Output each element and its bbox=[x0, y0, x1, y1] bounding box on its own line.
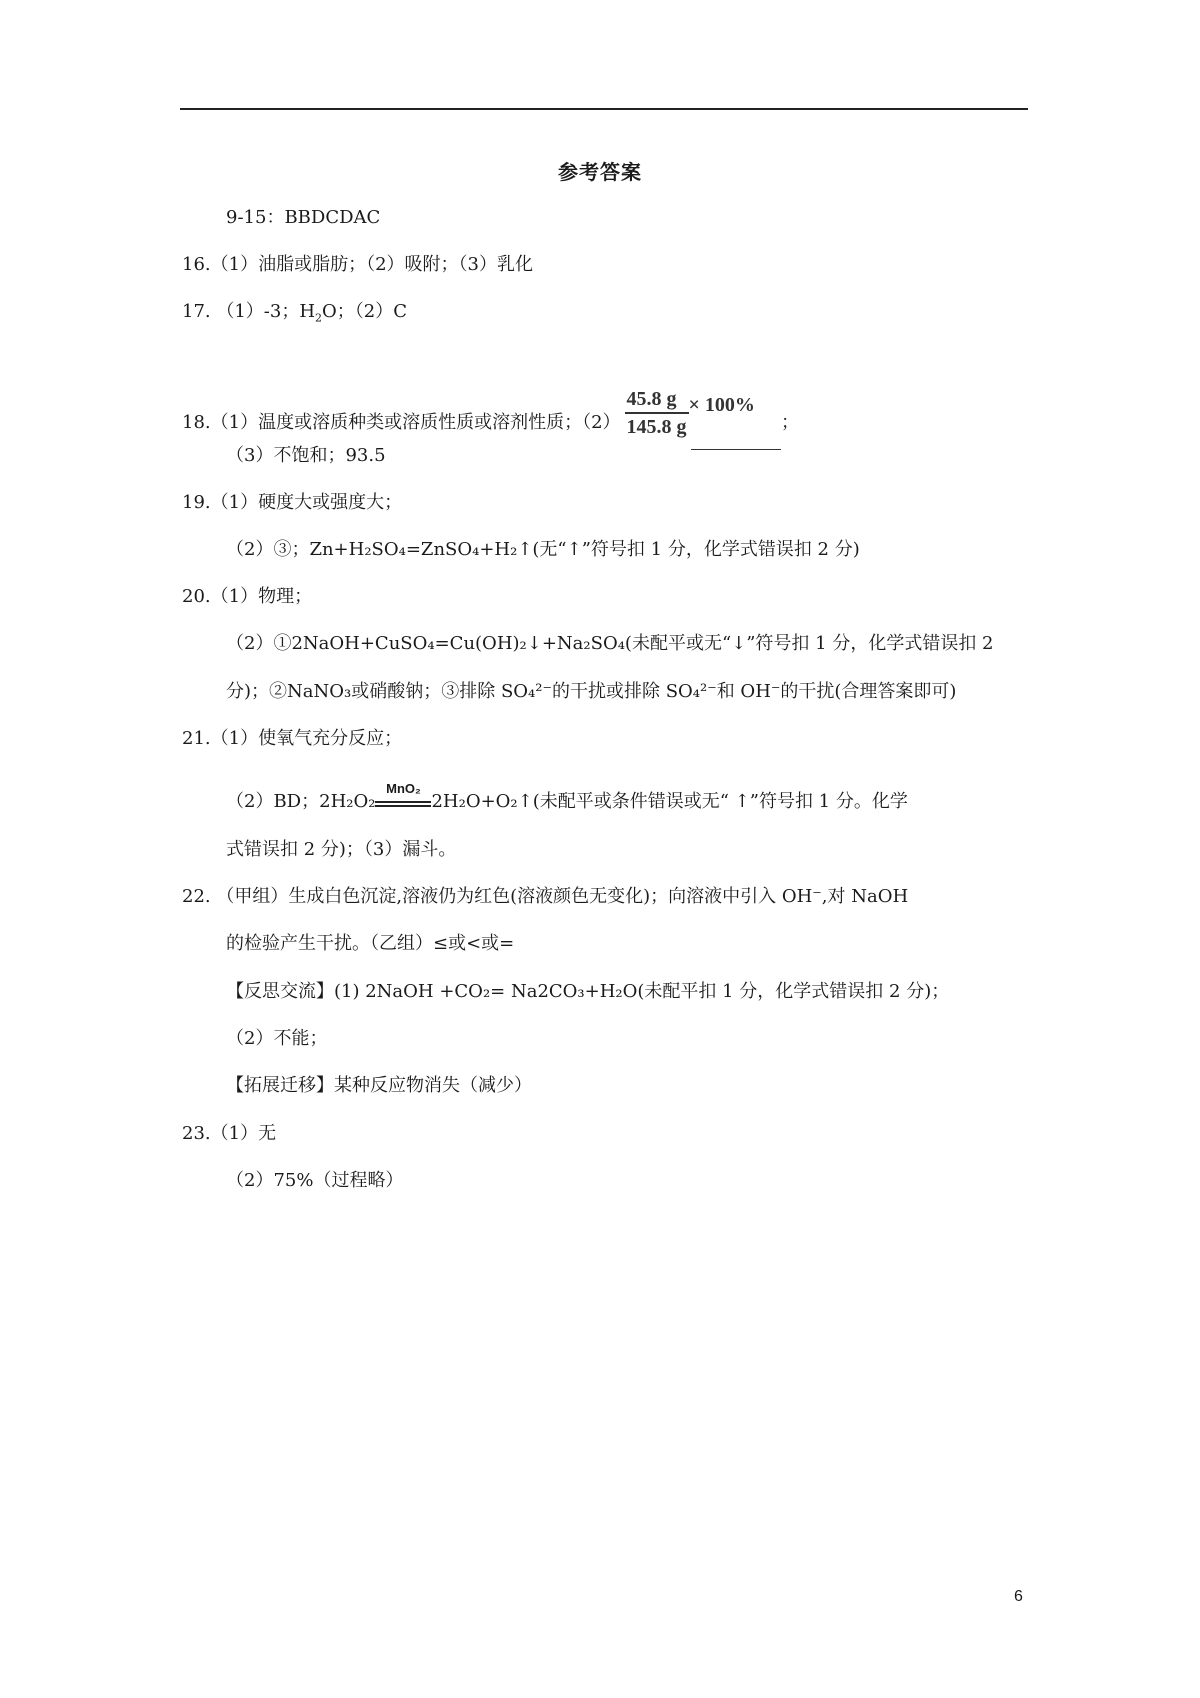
answer-18-end: ； bbox=[780, 412, 799, 433]
reaction-condition bbox=[375, 781, 431, 807]
answer-16: 16.（1）油脂或脂肪；（2）吸附；（3）乳化 bbox=[182, 254, 533, 275]
answer-18-line-2: （3）不饱和；93.5 bbox=[226, 445, 386, 466]
answer-19-line-1: 19.（1）硬度大或强度大； bbox=[182, 492, 403, 513]
answer-blank-underline bbox=[691, 427, 781, 450]
answer-22-line-4: （2）不能； bbox=[226, 1028, 328, 1049]
answer-23-line-2: （2）75%（过程略） bbox=[226, 1170, 404, 1191]
answer-19-line-2: （2）③；Zn+H₂SO₄=ZnSO₄+H₂↑(无“↑”符号扣 1 分，化学式错误扣 2 分) bbox=[226, 539, 860, 560]
answer-21-part-a: （2）BD；2H₂O₂ bbox=[226, 791, 376, 812]
answer-22-line-2: 的检验产生干扰。（乙组）≤或<或= bbox=[226, 933, 515, 954]
answer-23-line-1: 23.（1）无 bbox=[182, 1123, 277, 1144]
answer-9-15: 9-15：BBDCDAC bbox=[226, 207, 381, 228]
catalyst-label: MnO₂ bbox=[386, 781, 421, 796]
answer-17-part-b: O；（2）C bbox=[322, 301, 408, 322]
fraction-denominator: 145.8 g bbox=[626, 416, 687, 438]
answer-17-part-a: 17. （1）-3；H bbox=[182, 301, 316, 322]
header-rule bbox=[180, 108, 1028, 110]
answer-18-line-1 bbox=[182, 388, 799, 450]
fraction-expression bbox=[625, 386, 689, 440]
answer-21-line-1: 21.（1）使氧气充分反应； bbox=[182, 728, 403, 749]
times-percent: × 100% bbox=[688, 394, 755, 416]
answer-18-text: 18.（1）温度或溶质种类或溶质性质或溶剂性质；（2） bbox=[182, 412, 621, 433]
answer-20-line-2: （2）①2NaOH+CuSO₄=Cu(OH)₂↓+Na₂SO₄(未配平或无“↓”符号扣 1 分，化学式错误扣 2 bbox=[226, 633, 994, 654]
answer-21-line-2 bbox=[226, 781, 908, 814]
answer-22-line-5: 【拓展迁移】某种反应物消失（减少） bbox=[226, 1075, 532, 1096]
answer-21-part-b: 2H₂O+O₂↑(未配平或条件错误或无“ ↑”符号扣 1 分。化学 bbox=[431, 791, 908, 812]
answer-22-line-3: 【反思交流】(1) 2NaOH +CO₂= Na2CO₃+H₂O(未配平扣 1 分，化学式错误扣 2 分)； bbox=[226, 981, 950, 1002]
page-number: 6 bbox=[1014, 1588, 1023, 1605]
double-line-arrow bbox=[375, 801, 431, 807]
fraction-numerator: 45.8 g bbox=[625, 386, 689, 414]
answer-17: 17. （1）-3；$H_2O$；（2）C bbox=[182, 301, 408, 325]
answer-20-line-3: 分)；②NaNO₃或硝酸钠；③排除 SO₄²⁻的干扰或排除 SO₄²⁻和 OH⁻的干扰(合理答案即可) bbox=[226, 681, 957, 702]
answer-20-line-1: 20.（1）物理； bbox=[182, 586, 313, 607]
answer-21-line-3: 式错误扣 2 分)；（3）漏斗。 bbox=[226, 839, 457, 860]
page-title: 参考答案 bbox=[558, 160, 642, 184]
answer-22-line-1: 22. （甲组）生成白色沉淀,溶液仍为红色(溶液颜色无变化)；向溶液中引入 OH⁻,对 NaOH bbox=[182, 886, 909, 907]
